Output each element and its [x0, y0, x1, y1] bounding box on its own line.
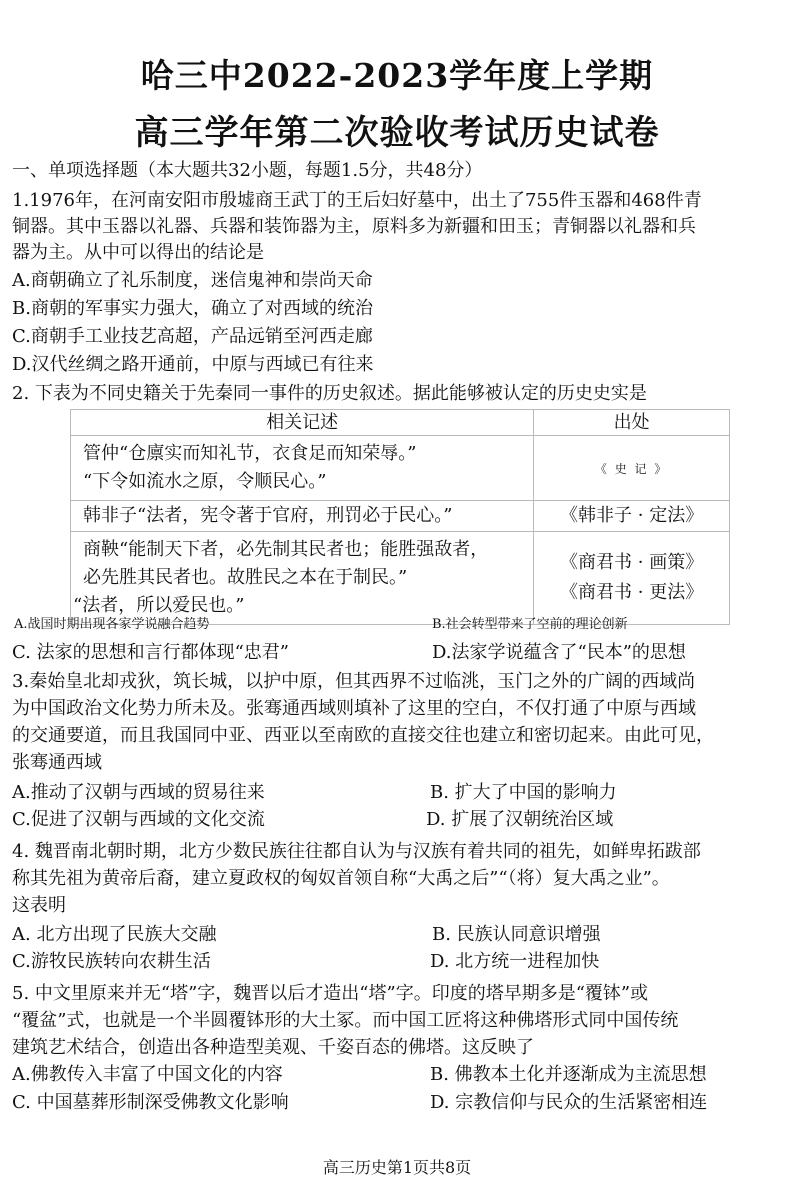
q3-option-a: A.推动了汉朝与西域的贸易往来: [12, 782, 265, 803]
q5-stem-line3: 建筑艺术结合，创造出各种造型美观、千姿百态的佛塔。这反映了: [12, 1037, 534, 1058]
table-header-record: 相关记述: [71, 410, 534, 436]
q5-option-b: B. 佛教本土化并逐渐成为主流思想: [430, 1064, 707, 1085]
q1-stem-line1: 1.1976年，在河南安阳市殷墟商王武丁的王后妇好墓中，出土了755件玉器和468件青: [12, 190, 702, 211]
record-line: 商鞅“能制天下者，必先制其民者也；能胜强敌者，: [83, 539, 489, 560]
exam-title-line1: 哈三中2022-2023学年度上学期: [140, 56, 654, 95]
table-header-source: 出处: [534, 410, 730, 436]
q3-option-d: D. 扩展了汉朝统治区域: [426, 809, 614, 830]
q5-stem-line2: “覆盆”式，也就是一个半圆覆钵形的大土冢。而中国工匠将这种佛塔形式同中国传统: [12, 1010, 679, 1031]
q2-stem: 2. 下表为不同史籍关于先秦同一事件的历史叙述。据此能够被认定的历史史实是: [12, 383, 647, 404]
q5-option-d: D. 宗教信仰与民众的生活紧密相连: [430, 1092, 708, 1113]
q3-option-b: B. 扩大了中国的影响力: [430, 782, 617, 803]
q5-option-c: C. 中国墓葬形制深受佛教文化影响: [12, 1092, 289, 1113]
q2-option-b: B.社会转型带来了空前的理论创新: [432, 617, 628, 632]
q3-stem-line4: 张骞通西域: [12, 752, 102, 773]
q1-stem-line3: 器为主。从中可以得出的结论是: [12, 242, 264, 263]
table-cell-record: [71, 501, 534, 532]
q1-option-c: C.商朝手工业技艺高超，产品远销至河西走廊: [12, 326, 373, 347]
q1-stem-line2: 铜器。其中玉器以礼器、兵器和装饰器为主，原料多为新疆和田玉；青铜器以礼器和兵: [12, 216, 696, 237]
source-shangjunshu-gengfa: 《商君书 · 更法》: [560, 582, 704, 603]
q3-stem-line3: 的交通要道，而且我国同中亚、西亚以至南欧的直接交往也建立和密切起来。由此可见，: [12, 725, 714, 746]
source-shiji: 《 史 记 》: [594, 461, 669, 476]
page-footer: 高三历史第1页共8页: [322, 1158, 472, 1177]
table-row: [71, 532, 730, 625]
table-row: [71, 501, 730, 532]
q2-option-a: A.战国时期出现各家学说融合趋势: [14, 617, 210, 632]
record-line: “法者，所以爱民也。”: [73, 595, 245, 616]
q1-option-a: A.商朝确立了礼乐制度，迷信鬼神和崇尚天命: [12, 270, 373, 291]
source-hanfeizi: 《韩非子 · 定法》: [560, 505, 704, 526]
q4-stem-line1: 4. 魏晋南北朝时期，北方少数民族往往都自认为与汉族有着共同的祖先，如鲜卑拓跋部: [12, 841, 701, 862]
q3-option-c: C.促进了汉朝与西域的文化交流: [12, 809, 265, 830]
q1-option-b: B.商朝的军事实力强大，确立了对西域的统治: [12, 298, 373, 319]
q1-option-d: D.汉代丝绸之路开通前，中原与西域已有往来: [12, 354, 374, 375]
q4-option-d: D. 北方统一进程加快: [430, 951, 600, 972]
q2-option-c: C. 法家的思想和言行都体现“忠君”: [12, 642, 289, 663]
q4-stem-line3: 这表明: [12, 895, 66, 916]
q2-option-d: D.法家学说蕴含了“民本”的思想: [432, 642, 686, 663]
table-cell-source: [534, 532, 730, 625]
record-line: 管仲“仓廪实而知礼节，衣食足而知荣辱。”: [83, 443, 417, 464]
record-line: “下令如流水之原，令顺民心。”: [83, 471, 327, 492]
table-cell-source: [534, 436, 730, 501]
section-header: 一、单项选择题（本大题共32小题，每题1.5分，共48分）: [12, 160, 483, 181]
record-line: 韩非子“法者，宪令著于官府，刑罚必于民心。”: [83, 505, 453, 526]
q4-option-b: B. 民族认同意识增强: [432, 924, 601, 945]
q4-stem-line2: 称其先祖为黄帝后裔，建立夏政权的匈奴首领自称“大禹之后”“（将）复大禹之业”。: [12, 868, 670, 889]
table-cell-record: [71, 436, 534, 501]
table-cell-record: [71, 532, 534, 625]
q3-stem-line2: 为中国政治文化势力所未及。张骞通西域则填补了这里的空白，不仅打通了中原与西域: [12, 698, 696, 719]
q4-option-c: C.游牧民族转向农耕生活: [12, 951, 211, 972]
q5-stem-line1: 5. 中文里原来并无“塔”字，魏晋以后才造出“塔”字。印度的塔早期多是“覆钵”或: [12, 983, 649, 1004]
exam-title-line2: 高三学年第二次验收考试历史试卷: [134, 113, 660, 153]
source-shangjunshu-huace: 《商君书 · 画策》: [560, 552, 704, 573]
table-cell-source: [534, 501, 730, 532]
q5-option-a: A.佛教传入丰富了中国文化的内容: [12, 1064, 283, 1085]
q2-source-table: [70, 409, 730, 625]
q3-stem-line1: 3.秦始皇北却戎狄，筑长城，以护中原，但其西界不过临洮，玉门之外的广阔的西域尚: [12, 671, 696, 692]
table-row: [71, 436, 730, 501]
record-line: 必先胜其民者也。故胜民之本在于制民。”: [83, 567, 408, 588]
q4-option-a: A. 北方出现了民族大交融: [12, 924, 217, 945]
